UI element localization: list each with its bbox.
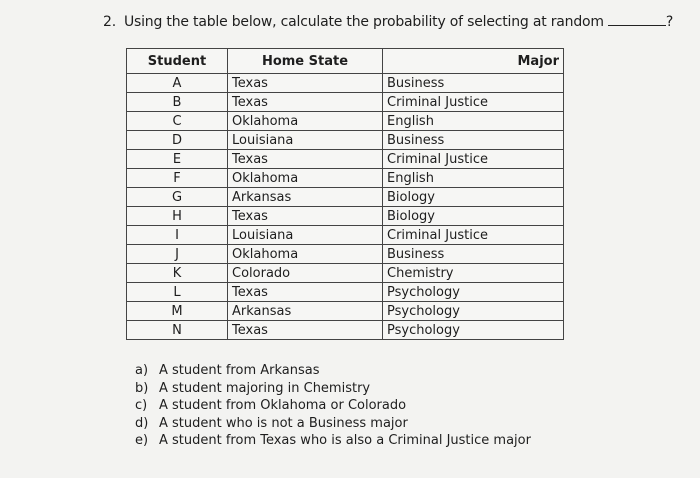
cell-major: Biology xyxy=(383,207,564,226)
cell-home-state: Louisiana xyxy=(228,131,383,150)
table-row xyxy=(127,131,564,150)
cell-home-state: Texas xyxy=(228,150,383,169)
cell-major: Business xyxy=(383,131,564,150)
sub-question xyxy=(135,397,531,415)
cell-student: L xyxy=(127,283,228,302)
sub-questions xyxy=(135,362,531,450)
cell-major: English xyxy=(383,169,564,188)
question-end-mark: ? xyxy=(665,14,674,30)
sub-question-letter: b) xyxy=(135,380,149,396)
sub-question-letter: d) xyxy=(135,415,149,431)
cell-student: K xyxy=(127,264,228,283)
table-row xyxy=(127,93,564,112)
table-header-row xyxy=(127,49,564,74)
header-student: Student xyxy=(127,49,228,74)
cell-major: Psychology xyxy=(383,302,564,321)
cell-student: H xyxy=(127,207,228,226)
cell-home-state: Colorado xyxy=(228,264,383,283)
sub-question-letter: a) xyxy=(135,363,149,378)
cell-home-state: Texas xyxy=(228,207,383,226)
cell-major: Business xyxy=(383,74,564,93)
table-row xyxy=(127,74,564,93)
table-row xyxy=(127,188,564,207)
cell-major: Psychology xyxy=(383,283,564,302)
cell-student: J xyxy=(127,245,228,264)
table-row xyxy=(127,169,564,188)
sub-question xyxy=(135,380,531,398)
cell-major: Psychology xyxy=(383,321,564,340)
cell-home-state: Texas xyxy=(228,74,383,93)
table-row xyxy=(127,226,564,245)
sub-question xyxy=(135,432,531,450)
cell-home-state: Arkansas xyxy=(228,188,383,207)
cell-home-state: Oklahoma xyxy=(228,245,383,264)
sub-question-letter: c) xyxy=(135,398,148,413)
table-row xyxy=(127,302,564,321)
sub-question-text: A student who is not a Business major xyxy=(159,415,408,431)
cell-student: F xyxy=(127,169,228,188)
table-body xyxy=(127,74,564,340)
header-home-state: Home State xyxy=(228,49,383,74)
table-row xyxy=(127,264,564,283)
cell-major: Criminal Justice xyxy=(383,150,564,169)
cell-major: Biology xyxy=(383,188,564,207)
cell-home-state: Texas xyxy=(228,283,383,302)
sub-question xyxy=(135,415,531,433)
cell-student: G xyxy=(127,188,228,207)
cell-home-state: Texas xyxy=(228,321,383,340)
cell-student: M xyxy=(127,302,228,321)
cell-major: English xyxy=(383,112,564,131)
cell-student: C xyxy=(127,112,228,131)
answer-blank xyxy=(608,13,666,26)
cell-home-state: Arkansas xyxy=(228,302,383,321)
sub-question-text: A student from Arkansas xyxy=(159,363,320,378)
cell-student: I xyxy=(127,226,228,245)
question-prompt xyxy=(103,13,673,30)
sub-question-text: A student majoring in Chemistry xyxy=(159,380,371,396)
cell-home-state: Oklahoma xyxy=(228,112,383,131)
cell-major: Criminal Justice xyxy=(383,226,564,245)
sub-question-text: A student from Texas who is also a Criminal Justice major xyxy=(159,433,531,448)
table-row xyxy=(127,321,564,340)
question-number: 2. xyxy=(103,14,116,30)
table-row xyxy=(127,245,564,264)
question-text: Using the table below, calculate the probability of selecting at random xyxy=(123,14,604,30)
cell-student: A xyxy=(127,74,228,93)
cell-major: Chemistry xyxy=(383,264,564,283)
table-row xyxy=(127,283,564,302)
cell-student: N xyxy=(127,321,228,340)
table-row xyxy=(127,112,564,131)
cell-major: Business xyxy=(383,245,564,264)
cell-home-state: Oklahoma xyxy=(228,169,383,188)
cell-student: B xyxy=(127,93,228,112)
header-major: Major xyxy=(383,49,564,74)
cell-major: Criminal Justice xyxy=(383,93,564,112)
cell-home-state: Louisiana xyxy=(228,226,383,245)
cell-home-state: Texas xyxy=(228,93,383,112)
sub-question-text: A student from Oklahoma or Colorado xyxy=(159,398,407,413)
sub-question xyxy=(135,362,531,380)
table-row xyxy=(127,207,564,226)
student-table xyxy=(126,48,564,340)
sub-question-letter: e) xyxy=(135,433,149,448)
cell-student: E xyxy=(127,150,228,169)
table-row xyxy=(127,150,564,169)
cell-student: D xyxy=(127,131,228,150)
